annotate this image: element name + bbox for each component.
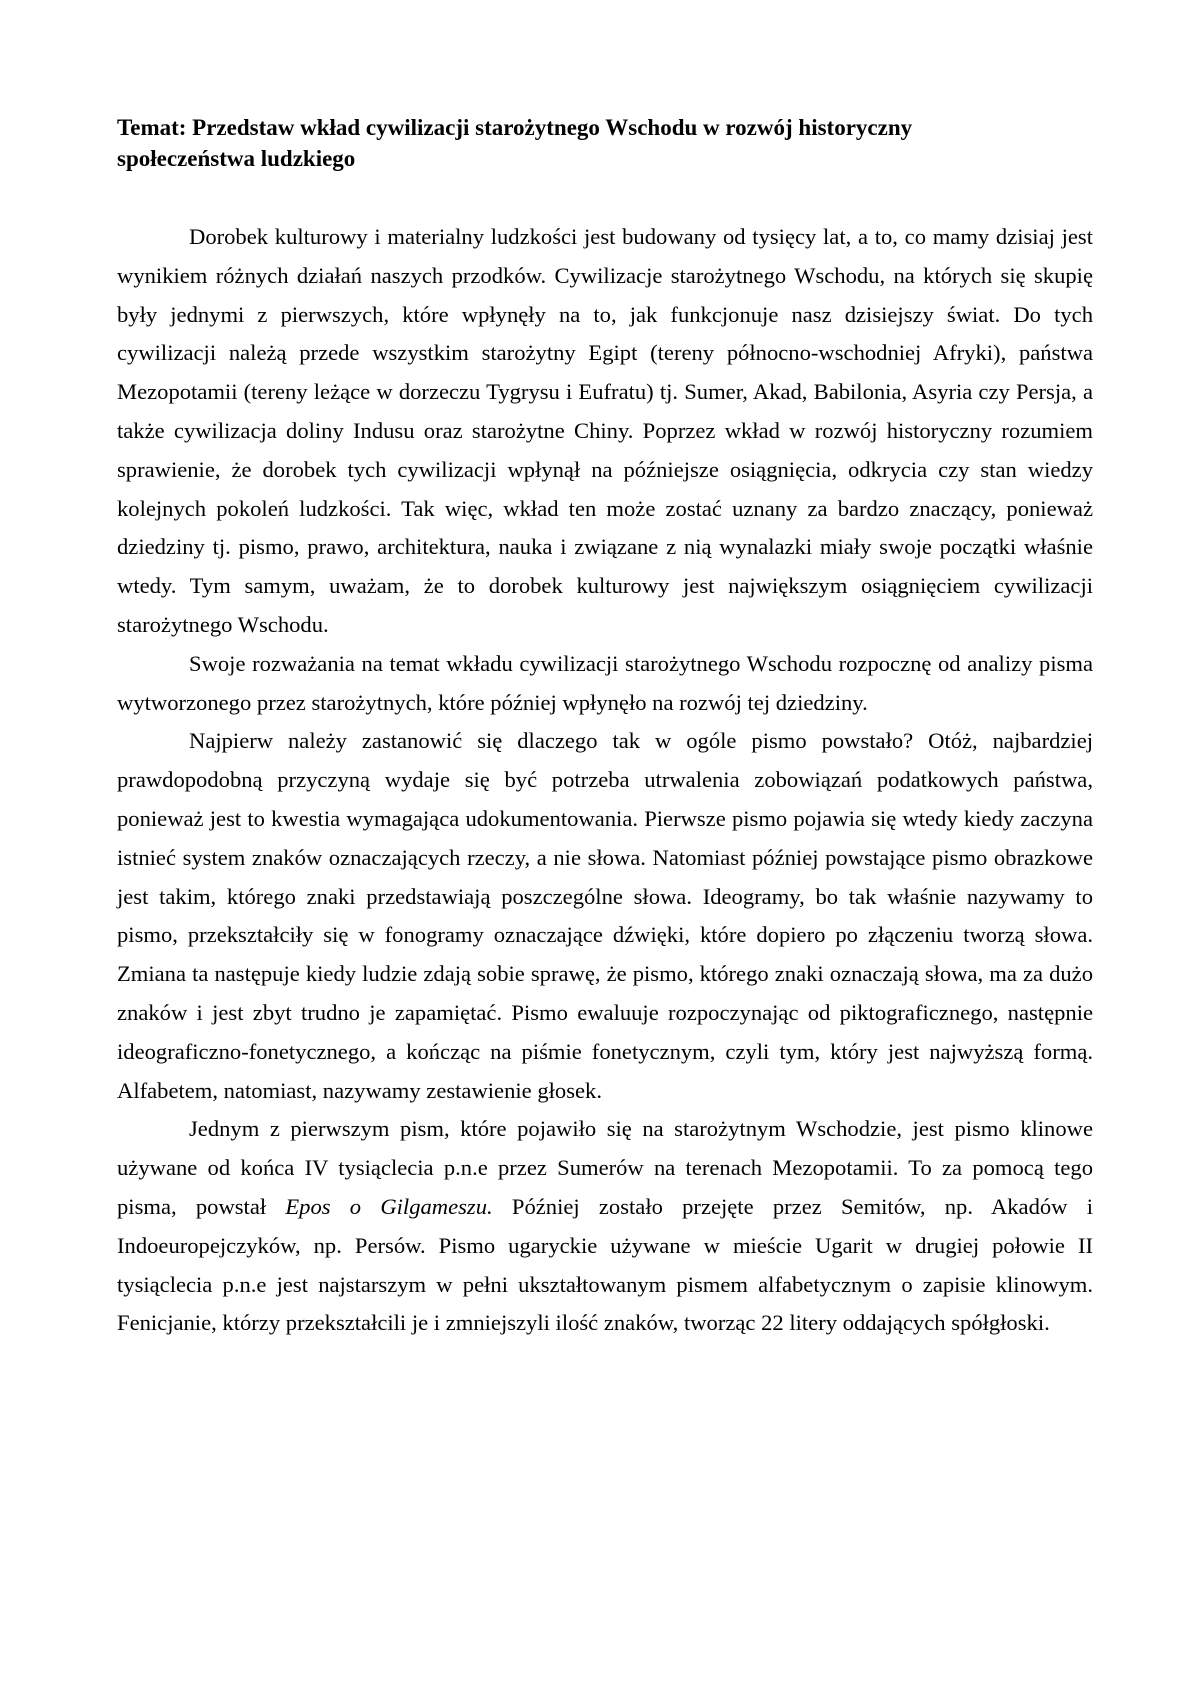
paragraph-2: Swoje rozważania na temat wkładu cywilizacji starożytnego Wschodu rozpocznę od analizy pisma wytworzonego przez starożytnych, które później wpłynęło na rozwój tej dziedziny. [117,650,1093,715]
paragraph-1: Dorobek kulturowy i materialny ludzkości jest budowany od tysięcy lat, a to, co mamy dzisiaj jest wynikiem różnych działań naszych przodków. Cywilizacje starożytnego Wschodu, na których się skupię były jednymi z pierwszych, które wpłynęły na to, jak funkcjonuje nasz dzisiejszy świat. Do tych cywilizacji należą przede wszystkim starożytny Egipt (tereny północno-wschodniej Afryki), państwa Mezopotamii (tereny leżące w dorzeczu Tygrysu i Eufratu) tj. Sumer, Akad, Babilonia, Asyria czy Persja, a także cywilizacja doliny Indusu oraz starożytne Chiny. Poprzez wkład w rozwój historyczny rozumiem sprawienie, że dorobek tych cywilizacji wpłynął na późniejsze osiągnięcia, odkrycia czy stan wiedzy kolejnych pokoleń ludzkości. Tak więc, wkład ten może zostać uznany za bardzo znaczący, ponieważ dziedziny tj. pismo, prawo, architektura, nauka i związane z nią wynalazki miały swoje początki właśnie wtedy. Tym samym, uważam, że to dorobek kulturowy jest największym osiągnięciem cywilizacji starożytnego Wschodu. [117,224,1093,637]
document-body [117,218,1093,1343]
paragraph-3: Najpierw należy zastanowić się dlaczego tak w ogóle pismo powstało? Otóż, najbardziej prawdopodobną przyczyną wydaje się być potrzeba utrwalenia zobowiązań podatkowych państwa, ponieważ jest to kwestia wymagająca udokumentowania. Pierwsze pismo pojawia się wtedy kiedy zaczyna istnieć system znaków oznaczających rzeczy, a nie słowa. Natomiast później powstające pismo obrazkowe jest takim, którego znaki przedstawiają poszczególne słowa. Ideogramy, bo tak właśnie nazywamy to pismo, przekształciły się w fonogramy oznaczające dźwięki, które dopiero po złączeniu tworzą słowa. Zmiana ta następuje kiedy ludzie zdają sobie sprawę, że pismo, którego znaki oznaczają słowa, ma za dużo znaków i jest zbyt trudno je zapamiętać. Pismo ewaluuje rozpoczynając od piktograficznego, następnie ideograficzno-fonetycznego, a kończąc na piśmie fonetycznym, czyli tym, który jest najwyższą formą. Alfabetem, natomiast, nazywamy zestawienie głosek. [117,728,1093,1103]
epic-title: Epos o Gilgameszu. [285,1193,493,1219]
paragraph-4 [117,1110,1093,1343]
paragraph-4-text-after: Później zostało przejęte przez Semitów, np. Akadów i Indoeuropejczyków, np. Persów. Pismo ugaryckie używane w mieście Ugarit w drugiej połowie II tysiąclecia p.n.e jest najstarszym w pełni ukształtowanym pismem alfabetycznym o zapisie klinowym. Fenicjanie, którzy przekształcili je i zmniejszyli ilość znaków, tworząc 22 litery oddających spółgłoski. [117,1193,1094,1336]
paragraph-4-text-before: Jednym z pierwszym pism, które pojawiło się na starożytnym Wschodzie, jest pismo klinowe używane od końca IV tysiąclecia p.n.e przez Sumerów na terenach Mezopotamii. To za pomocą tego pisma, powstał [117,1116,1093,1219]
document-title: Temat: Przedstaw wkład cywilizacji starożytnego Wschodu w rozwój historyczny społeczeństwa ludzkiego [117,115,913,171]
